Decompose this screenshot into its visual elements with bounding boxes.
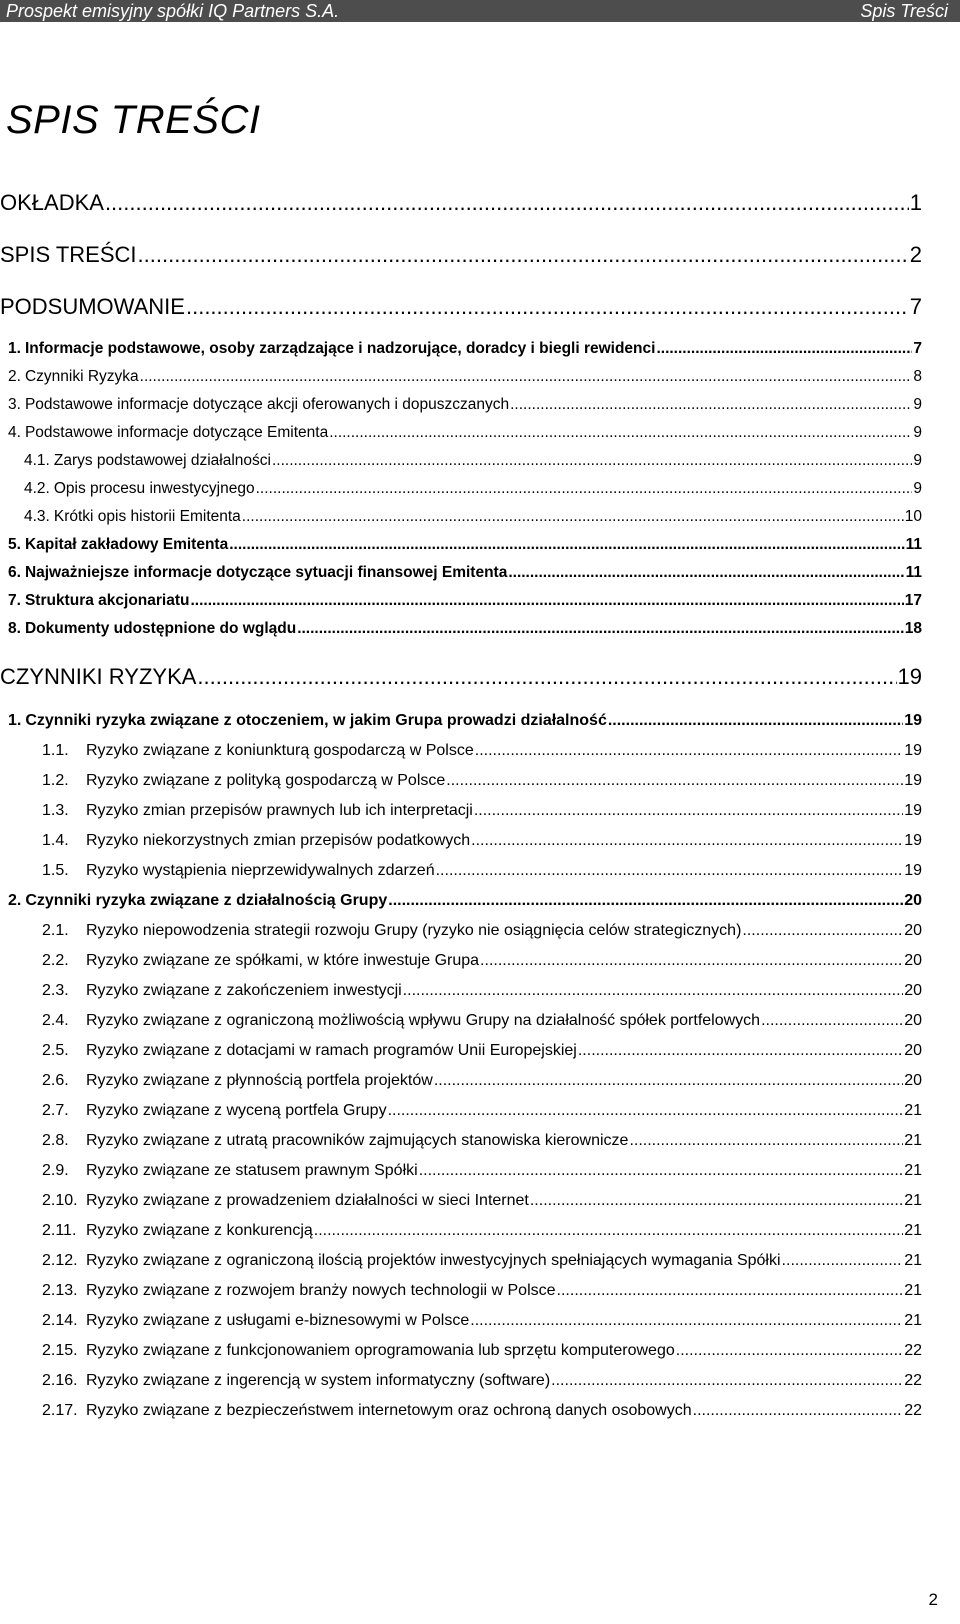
toc-entry-number: 4.3. bbox=[24, 508, 50, 525]
toc-entry-number: 2.2. bbox=[42, 952, 69, 969]
toc-entry-number: 2.1. bbox=[42, 922, 69, 939]
toc-entry-page: 11 bbox=[905, 536, 922, 553]
toc-entry-title: Czynniki ryzyka związane z działalnością Grupy bbox=[25, 892, 388, 909]
toc-entry-title: OKŁADKA bbox=[0, 190, 104, 215]
toc-leader-dots bbox=[403, 982, 904, 1000]
toc-entry-page: 21 bbox=[904, 1312, 922, 1329]
toc-entry-number: 2. bbox=[8, 892, 22, 909]
toc-entry[interactable] bbox=[42, 1162, 922, 1180]
toc-entry-page: 21 bbox=[904, 1192, 922, 1209]
toc-entry[interactable] bbox=[0, 294, 922, 320]
toc-entry-page: 7 bbox=[909, 294, 922, 319]
toc-leader-dots bbox=[530, 1192, 903, 1210]
toc-entry[interactable] bbox=[42, 982, 922, 1000]
toc-entry[interactable] bbox=[42, 1042, 922, 1060]
toc-entry-page: 1 bbox=[909, 190, 922, 215]
toc-entry-number: 1. bbox=[8, 712, 22, 729]
toc-entry-page: 21 bbox=[904, 1252, 922, 1269]
toc-leader-dots bbox=[508, 564, 904, 582]
toc-leader-dots bbox=[475, 742, 903, 760]
toc-entry[interactable] bbox=[24, 452, 922, 470]
toc-entry-title: Czynniki ryzyka związane z otoczeniem, w jakim Grupa prowadzi działalność bbox=[25, 712, 607, 729]
toc-entry-number: 1.2. bbox=[42, 772, 69, 789]
toc-entry-title: Czynniki Ryzyka bbox=[24, 368, 139, 385]
toc-entry-page: 20 bbox=[904, 952, 922, 969]
toc-entry-title: Ryzyko związane z usługami e-biznesowymi w Polsce bbox=[86, 1312, 470, 1329]
toc-entry-title: Ryzyko związane z zakończeniem inwestycji bbox=[86, 982, 402, 999]
toc-entry[interactable] bbox=[42, 922, 922, 940]
toc-entry-title: Krótki opis historii Emitenta bbox=[53, 508, 241, 525]
toc-entry-number: 2.10. bbox=[42, 1192, 78, 1209]
toc-entry-number: 2.15. bbox=[42, 1342, 78, 1359]
toc-entry-title: Ryzyko związane z rozwojem branży nowych technologii w Polsce bbox=[86, 1282, 556, 1299]
toc-entry-page: 21 bbox=[904, 1132, 922, 1149]
toc-entry-page: 22 bbox=[904, 1402, 922, 1419]
toc-entry-number: 2.7. bbox=[42, 1102, 69, 1119]
toc-entry-number: 8. bbox=[8, 620, 21, 637]
toc-entry-page: 20 bbox=[904, 1072, 922, 1089]
toc-leader-dots bbox=[314, 1222, 903, 1240]
toc-entry-page: 19 bbox=[897, 664, 922, 689]
toc-entry[interactable] bbox=[8, 396, 922, 414]
toc-entry-page: 21 bbox=[904, 1222, 922, 1239]
toc-leader-dots bbox=[329, 424, 912, 442]
running-header bbox=[0, 0, 960, 22]
toc-leader-dots bbox=[629, 1132, 903, 1150]
toc-leader-dots bbox=[470, 1312, 903, 1330]
toc-entry[interactable] bbox=[24, 508, 922, 526]
toc-leader-dots bbox=[190, 592, 903, 610]
toc-entry-page: 19 bbox=[904, 712, 922, 729]
toc-entry-title: Informacje podstawowe, osoby zarządzające i nadzorujące, doradcy i biegli rewidenci bbox=[24, 340, 656, 357]
toc-leader-dots bbox=[434, 1072, 903, 1090]
toc-entry-page: 11 bbox=[905, 564, 922, 581]
toc-leader-dots bbox=[510, 396, 912, 414]
toc-entry-title: Ryzyko związane z bezpieczeństwem internetowym oraz ochroną danych osobowych bbox=[86, 1402, 692, 1419]
toc-entry[interactable] bbox=[8, 592, 922, 610]
toc-entry-title: Ryzyko zmian przepisów prawnych lub ich interpretacji bbox=[86, 802, 473, 819]
toc-entry-page: 19 bbox=[904, 802, 922, 819]
toc-entry[interactable] bbox=[42, 1012, 922, 1030]
toc-entry-title: Ryzyko związane z dotacjami w ramach programów Unii Europejskiej bbox=[86, 1042, 577, 1059]
toc-entry-number: 2.11. bbox=[42, 1222, 77, 1239]
toc-entry-number: 2. bbox=[8, 368, 21, 385]
header-section-title: Spis Treści bbox=[860, 1, 948, 21]
toc-entry-title: PODSUMOWANIE bbox=[0, 294, 185, 319]
toc-entry-number: 7. bbox=[8, 592, 21, 609]
toc-leader-dots bbox=[471, 832, 903, 850]
toc-entry[interactable] bbox=[42, 1372, 922, 1390]
toc-entry-page: 9 bbox=[913, 424, 922, 441]
toc-leader-dots bbox=[272, 452, 912, 470]
toc-entry-title: Ryzyko związane z prowadzeniem działalności w sieci Internet bbox=[86, 1192, 529, 1209]
toc-entry[interactable] bbox=[42, 1132, 922, 1150]
toc-entry-title: Zarys podstawowej działalności bbox=[53, 452, 271, 469]
toc-leader-dots bbox=[480, 952, 903, 970]
toc-leader-dots bbox=[197, 664, 896, 690]
toc-entry-number: 6. bbox=[8, 564, 21, 581]
toc-entry-page: 21 bbox=[904, 1282, 922, 1299]
page-title: SPIS TREŚCI bbox=[6, 98, 261, 142]
toc-entry-title: Ryzyko wystąpienia nieprzewidywalnych zdarzeń bbox=[86, 862, 435, 879]
toc-entry-title: Dokumenty udostępnione do wglądu bbox=[24, 620, 297, 637]
toc-entry[interactable] bbox=[8, 424, 922, 442]
toc-entry-page: 19 bbox=[904, 772, 922, 789]
toc-entry-page: 8 bbox=[913, 368, 922, 385]
toc-entry-title: Struktura akcjonariatu bbox=[24, 592, 190, 609]
toc-leader-dots bbox=[557, 1282, 904, 1300]
toc-entry-number: 2.3. bbox=[42, 982, 69, 999]
toc-entry[interactable] bbox=[8, 536, 922, 554]
toc-entry[interactable] bbox=[42, 1342, 922, 1360]
toc-entry-title: Ryzyko niekorzystnych zmian przepisów podatkowych bbox=[86, 832, 471, 849]
toc-entry-title: Ryzyko związane z ingerencją w system informatyczny (software) bbox=[86, 1372, 551, 1389]
toc-entry-title: Kapitał zakładowy Emitenta bbox=[24, 536, 229, 553]
toc-entry-number: 4. bbox=[8, 424, 21, 441]
toc-entry-title: Podstawowe informacje dotyczące Emitenta bbox=[24, 424, 329, 441]
toc-leader-dots bbox=[140, 368, 913, 386]
toc-entry-title: Ryzyko związane z polityką gospodarczą w Polsce bbox=[86, 772, 446, 789]
toc-entry-page: 19 bbox=[904, 832, 922, 849]
toc-entry[interactable] bbox=[42, 1222, 922, 1240]
toc-leader-dots bbox=[242, 508, 904, 526]
toc-entry[interactable] bbox=[42, 1402, 922, 1420]
toc-entry-number: 2.13. bbox=[42, 1282, 78, 1299]
toc-leader-dots bbox=[551, 1372, 903, 1390]
toc-entry-page: 21 bbox=[904, 1162, 922, 1179]
toc-entry-number: 1.5. bbox=[42, 862, 69, 879]
toc-entry-title: Opis procesu inwestycyjnego bbox=[53, 480, 255, 497]
toc-entry-page: 9 bbox=[913, 396, 922, 413]
toc-leader-dots bbox=[138, 242, 909, 268]
toc-leader-dots bbox=[256, 480, 913, 498]
toc-entry-number: 1.1. bbox=[42, 742, 69, 759]
toc-entry[interactable] bbox=[0, 242, 922, 268]
toc-entry[interactable] bbox=[42, 952, 922, 970]
toc-entry-page: 18 bbox=[904, 620, 922, 637]
toc-entry[interactable] bbox=[8, 340, 922, 358]
toc-leader-dots bbox=[388, 892, 903, 910]
toc-entry[interactable] bbox=[42, 1282, 922, 1300]
toc-leader-dots bbox=[782, 1252, 904, 1270]
toc-entry-page: 21 bbox=[904, 1102, 922, 1119]
toc-entry-title: Ryzyko związane z ograniczoną możliwością wpływu Grupy na działalność spółek portfelowych bbox=[86, 1012, 761, 1029]
toc-leader-dots bbox=[419, 1162, 904, 1180]
toc-entry-page: 10 bbox=[904, 508, 922, 525]
toc-entry-number: 2.6. bbox=[42, 1072, 69, 1089]
toc-leader-dots bbox=[186, 294, 909, 320]
toc-entry-title: Ryzyko związane z płynnością portfela projektów bbox=[86, 1072, 433, 1089]
toc-entry-number: 2.12. bbox=[42, 1252, 78, 1269]
toc-entry-page: 20 bbox=[904, 892, 922, 909]
toc-entry-number: 2.16. bbox=[42, 1372, 78, 1389]
toc-entry-page: 22 bbox=[904, 1342, 922, 1359]
toc-entry-page: 19 bbox=[904, 862, 922, 879]
toc-leader-dots bbox=[297, 620, 904, 638]
toc-leader-dots bbox=[693, 1402, 904, 1420]
toc-leader-dots bbox=[578, 1042, 903, 1060]
toc-entry-number: 3. bbox=[8, 396, 21, 413]
toc-leader-dots bbox=[742, 922, 903, 940]
toc-entry-title: Najważniejsze informacje dotyczące sytuacji finansowej Emitenta bbox=[24, 564, 508, 581]
toc-entry-number: 2.9. bbox=[42, 1162, 69, 1179]
toc-entry[interactable] bbox=[8, 368, 922, 386]
header-document-title: Prospekt emisyjny spółki IQ Partners S.A. bbox=[6, 1, 340, 21]
toc-entry-number: 2.5. bbox=[42, 1042, 69, 1059]
toc-entry[interactable] bbox=[0, 664, 922, 690]
toc-entry-page: 19 bbox=[904, 742, 922, 759]
toc-entry-title: Ryzyko związane z funkcjonowaniem oprogramowania lub sprzętu komputerowego bbox=[86, 1342, 675, 1359]
toc-entry[interactable] bbox=[42, 1252, 922, 1270]
toc-entry-number: 2.8. bbox=[42, 1132, 69, 1149]
toc-entry[interactable] bbox=[42, 832, 922, 850]
toc-entry-number: 4.2. bbox=[24, 480, 50, 497]
toc-leader-dots bbox=[656, 340, 912, 358]
toc-entry-title: Ryzyko związane ze spółkami, w które inwestuje Grupa bbox=[86, 952, 480, 969]
page-number: 2 bbox=[928, 1590, 938, 1609]
toc-entry[interactable] bbox=[42, 802, 922, 820]
toc-entry-page: 9 bbox=[913, 452, 922, 469]
toc-entry-title: Ryzyko związane z koniunkturą gospodarczą w Polsce bbox=[86, 742, 474, 759]
toc-entry-title: Ryzyko niepowodzenia strategii rozwoju Grupy (ryzyko nie osiągnięcia celów strategicznych) bbox=[86, 922, 742, 939]
toc-entry-title: Podstawowe informacje dotyczące akcji oferowanych i dopuszczanych bbox=[24, 396, 510, 413]
toc-entry-page: 17 bbox=[904, 592, 922, 609]
toc-entry[interactable] bbox=[42, 1072, 922, 1090]
toc-entry[interactable] bbox=[24, 480, 922, 498]
toc-entry[interactable] bbox=[8, 712, 922, 730]
toc-leader-dots bbox=[436, 862, 904, 880]
toc-entry-number: 1.4. bbox=[42, 832, 69, 849]
toc-entry-number: 2.4. bbox=[42, 1012, 69, 1029]
toc-entry-page: 9 bbox=[913, 480, 922, 497]
toc-leader-dots bbox=[608, 712, 903, 730]
toc-entry-page: 22 bbox=[904, 1372, 922, 1389]
toc-leader-dots bbox=[388, 1102, 904, 1120]
toc-leader-dots bbox=[676, 1342, 903, 1360]
toc-entry-page: 20 bbox=[904, 982, 922, 999]
toc-entry[interactable] bbox=[42, 1192, 922, 1210]
toc-entry-title: Ryzyko związane z konkurencją bbox=[86, 1222, 313, 1239]
toc-leader-dots bbox=[474, 802, 903, 820]
toc-entry[interactable] bbox=[42, 862, 922, 880]
toc-entry-page: 20 bbox=[904, 1012, 922, 1029]
toc-entry[interactable] bbox=[8, 564, 922, 582]
toc-entry-page: 2 bbox=[909, 242, 922, 267]
toc-entry-title: Ryzyko związane z utratą pracowników zajmujących stanowiska kierownicze bbox=[86, 1132, 629, 1149]
toc-leader-dots bbox=[105, 190, 909, 216]
toc-entry-number: 2.14. bbox=[42, 1312, 78, 1329]
toc-entry[interactable] bbox=[42, 1102, 922, 1120]
toc-entry-number: 5. bbox=[8, 536, 21, 553]
toc-entry[interactable] bbox=[0, 190, 922, 216]
toc-entry-title: CZYNNIKI RYZYKA bbox=[0, 664, 197, 689]
toc-entry-page: 20 bbox=[904, 922, 922, 939]
toc-entry-number: 1.3. bbox=[42, 802, 69, 819]
toc-entry-page: 20 bbox=[904, 1042, 922, 1059]
toc-leader-dots bbox=[229, 536, 904, 554]
toc-entry-title: Ryzyko związane z wyceną portfela Grupy bbox=[86, 1102, 387, 1119]
toc-entry-page: 7 bbox=[913, 340, 922, 357]
toc-entry-title: Ryzyko związane ze statusem prawnym Spółki bbox=[86, 1162, 418, 1179]
toc-entry[interactable] bbox=[42, 742, 922, 760]
toc-entry[interactable] bbox=[8, 892, 922, 910]
toc-leader-dots bbox=[761, 1012, 903, 1030]
toc-entry[interactable] bbox=[42, 1312, 922, 1330]
toc-entry-title: Ryzyko związane z ograniczoną ilością projektów inwestycyjnych spełniających wymagania Spółki bbox=[86, 1252, 781, 1269]
toc-entry-number: 1. bbox=[8, 340, 21, 357]
toc-entry-title: SPIS TREŚCI bbox=[0, 242, 137, 267]
toc-entry-number: 2.17. bbox=[42, 1402, 78, 1419]
toc-leader-dots bbox=[446, 772, 903, 790]
toc-entry-number: 4.1. bbox=[24, 452, 50, 469]
toc-entry[interactable] bbox=[42, 772, 922, 790]
toc-entry[interactable] bbox=[8, 620, 922, 638]
